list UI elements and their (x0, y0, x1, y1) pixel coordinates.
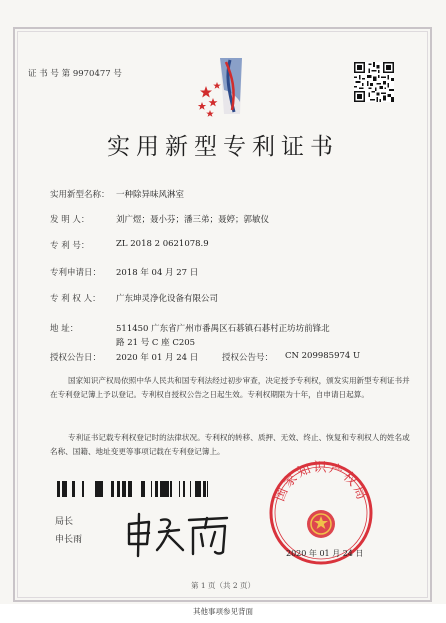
cert-number-value: 9970477 (72, 69, 111, 79)
director-title-label: 局长 (55, 517, 74, 527)
patent-number-label: 专 利 号： (50, 241, 90, 251)
director-name-label: 申长雨 (55, 535, 83, 545)
inventor-label: 发 明 人： (50, 215, 90, 225)
certificate-number (28, 67, 122, 79)
filing-date-label: 专利申请日： (50, 268, 102, 278)
utility-model-name-value: 一种除异味风淋室 (116, 190, 185, 200)
inventor-value: 刘广煜；聂小芬；潘三弟；聂婷；郭敏仪 (116, 215, 270, 225)
address-label: 地 址： (50, 324, 79, 334)
svg-text:国家知识产权局 (273, 460, 370, 503)
patent-number-value: ZL 2018 2 0621078.9 (116, 239, 209, 249)
seal-date: 2020 年 01 月 24 日 (286, 549, 364, 558)
seal-text: 国家知识产权局 (272, 460, 370, 504)
certificate-title: 实用新型专利证书 (107, 134, 339, 160)
footer-note: 其他事项参见背面 (193, 607, 253, 616)
address-line-1: 511450 广东省广州市番禺区石碁镇石碁村正坊坊前锋北 (116, 324, 330, 334)
cert-number-suffix: 号 (113, 69, 122, 79)
legal-status-paragraph: 专利证书记载专利权登记时的法律状况。专利权的转移、质押、无效、终止、恢复和专利权人的姓名或名称、国籍、地址变更等事项记载在专利登记簿上。 (50, 433, 410, 456)
grant-number-value: CN 209985974 U (285, 351, 361, 361)
cert-number-label: 证 书 号 第 (28, 69, 71, 79)
barcode (55, 481, 209, 497)
filing-date-value: 2018 年 04 月 27 日 (116, 268, 199, 278)
patentee-label: 专 利 权 人： (50, 294, 101, 304)
grant-number-label: 授权公告号： (222, 353, 274, 363)
address-line-2: 路 21 号 C 座 C205 (116, 338, 196, 348)
cnipa-emblem-icon (186, 52, 266, 122)
grant-date-label: 授权公告日： (50, 353, 102, 363)
patentee-value: 广东坤灵净化设备有限公司 (116, 294, 219, 304)
grant-date-value: 2020 年 01 月 24 日 (116, 353, 199, 363)
page-number: 第 1 页（共 2 页） (190, 581, 256, 590)
director-signature (123, 510, 241, 560)
grant-statement-paragraph: 国家知识产权局依照中华人民共和国专利法经过初步审查，决定授予专利权，颁发实用新型专利证书并在专利登记簿上予以登记。专利权自授权公告之日起生效。专利权期限为十年，自申请日起算。 (50, 376, 410, 399)
qr-code (354, 62, 394, 102)
national-emblem-icon (307, 510, 335, 538)
utility-model-name-label: 实用新型名称： (50, 190, 110, 200)
